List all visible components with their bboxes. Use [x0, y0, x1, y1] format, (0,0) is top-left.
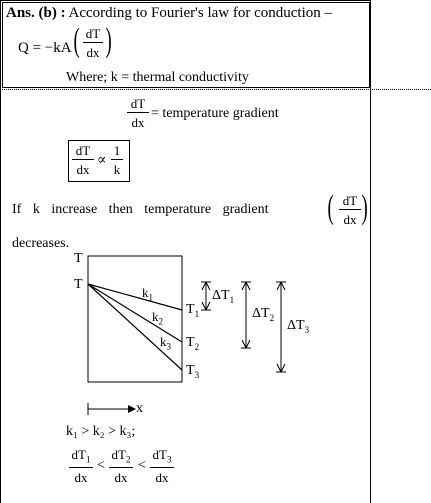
fraction-numerator: $dT_3$	[152, 447, 172, 465]
fraction-denominator: dx	[343, 212, 357, 227]
statement-left-paren: (	[327, 189, 334, 226]
gradient-equation: = temperature gradient	[151, 106, 279, 121]
fourier-formula-lhs: Q = −kA	[18, 40, 72, 56]
fraction-denominator: dx	[131, 115, 145, 130]
label-delta-t3: $\Delta T_3$	[287, 318, 310, 335]
proportional-symbol: ∝	[97, 153, 107, 168]
statement-right-paren: )	[361, 189, 368, 226]
x-axis-label: x	[136, 401, 143, 416]
label-t1: $T_1$	[186, 302, 200, 319]
label-k2: $k_2$	[152, 309, 163, 327]
dotted-separator	[0, 89, 431, 90]
diagram-label-t-top: T	[74, 251, 83, 266]
label-delta-t2: $\Delta T_2$	[252, 306, 275, 323]
prop-fraction-right	[111, 144, 123, 176]
answer-label: Ans. (b) :	[6, 5, 66, 21]
conclusion-fraction-2	[109, 448, 133, 484]
fraction-numerator: dT	[342, 193, 358, 208]
conduction-diagram	[0, 250, 370, 425]
fourier-fraction	[83, 27, 103, 59]
label-t3: $T_3$	[186, 363, 200, 380]
answer-intro: According to Fourier's law for conduction –	[68, 5, 333, 21]
fraction-numerator: dT	[75, 143, 91, 158]
right-paren: )	[105, 22, 112, 59]
statement-line2: decreases.	[12, 236, 70, 251]
fraction-numerator: $dT_1$	[71, 447, 91, 465]
fraction-denominator: dx	[155, 469, 169, 485]
fraction-denominator: dx	[76, 162, 90, 177]
conclusion-fraction-3	[150, 448, 174, 484]
statement-line1: If k increase then temperature gradient	[12, 202, 269, 217]
where-text: Where; k = thermal conductivity	[66, 70, 249, 85]
slab-rectangle	[88, 256, 182, 382]
label-t2: $T_2$	[186, 335, 200, 352]
label-delta-t1: $\Delta T_1$	[212, 288, 235, 305]
less-than-1: <	[97, 458, 105, 473]
fraction-denominator: dx	[86, 45, 100, 60]
k-inequality: k₁ > k₂ > k₃;	[66, 424, 136, 439]
prop-fraction-left	[72, 144, 94, 176]
fraction-numerator: $dT_2$	[111, 447, 131, 465]
fraction-numerator: dT	[130, 96, 146, 111]
conclusion-fraction-1	[69, 448, 93, 484]
fraction-denominator: k	[113, 162, 121, 177]
gradient-fraction	[127, 97, 149, 129]
outer-border-top	[0, 0, 371, 1]
left-paren: (	[73, 22, 80, 59]
label-k1: $k_1$	[142, 285, 153, 303]
label-k3: $k_3$	[160, 334, 171, 352]
outer-border-right	[370, 0, 371, 503]
fraction-numerator: dT	[85, 26, 101, 41]
fraction-numerator: 1	[113, 143, 121, 158]
less-than-2: <	[138, 458, 146, 473]
fraction-denominator: dx	[74, 469, 88, 485]
fraction-denominator: dx	[114, 469, 128, 485]
diagram-label-t-left: T	[74, 277, 83, 292]
statement-fraction	[339, 194, 361, 226]
